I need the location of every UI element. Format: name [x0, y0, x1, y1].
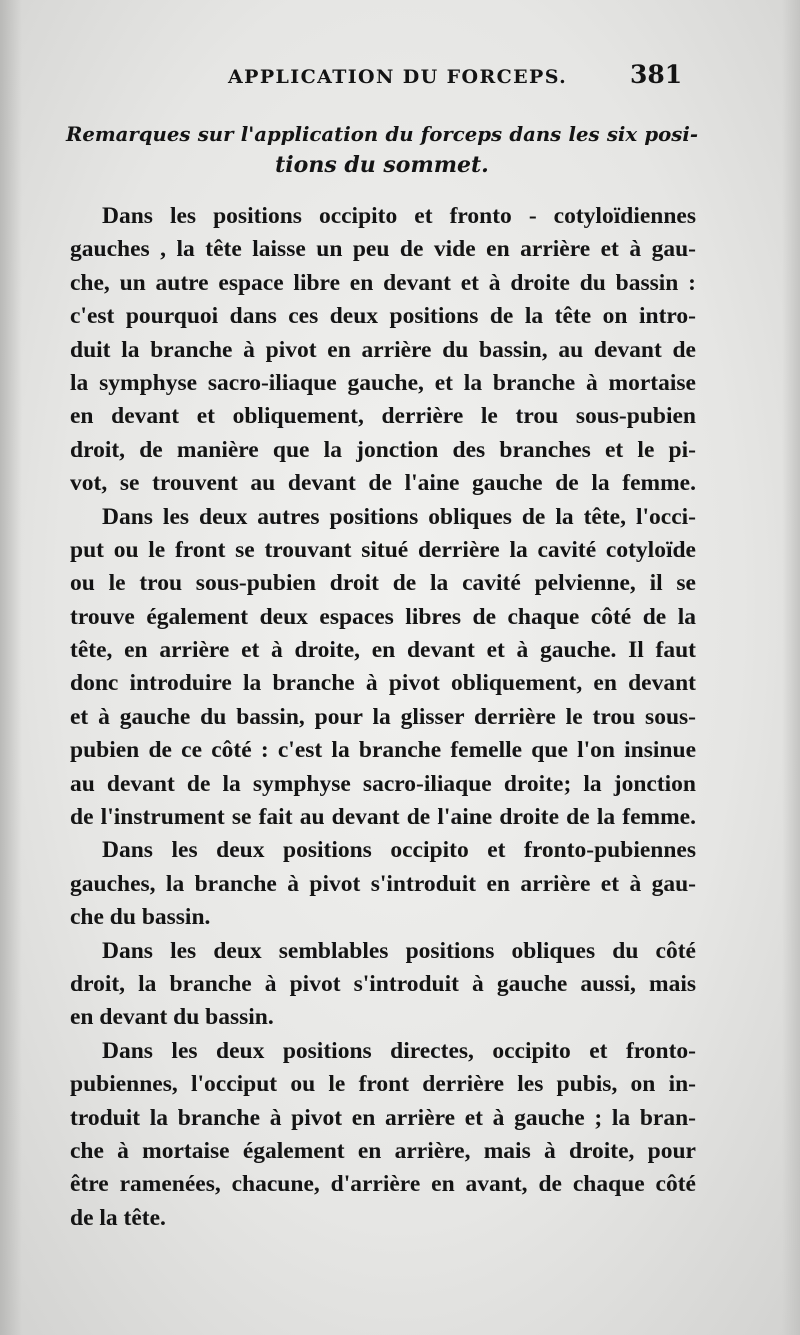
text-line: en devant du bassin. [70, 1004, 274, 1031]
text-line: Dans les positions occipito et fronto - cotyloïdiennes [102, 203, 696, 229]
text-line: droit, de manière que la jonction des branches et le pi- [70, 436, 696, 463]
text-line: et à gauche du bassin, pour la glisser derrière le trou sous- [70, 703, 696, 730]
text-line: che à mortaise également en arrière, mais à droite, pour [70, 1137, 696, 1164]
text-line: de l'instrument se fait au devant de l'aine droite de la femme. [70, 804, 696, 831]
text-line: la symphyse sacro-iliaque gauche, et la branche à mortaise [70, 369, 696, 396]
text-line: en devant et obliquement, derrière le trou sous-pubien [70, 403, 696, 430]
paragraph [70, 834, 696, 934]
text-line: c'est pourquoi dans ces deux positions de la tête on intro- [70, 303, 696, 330]
section-heading-line: tions du sommet. [275, 152, 489, 178]
text-line: che du bassin. [70, 904, 211, 931]
running-title: APPLICATION DU FORCEPS. [228, 66, 568, 88]
paragraph [70, 200, 696, 501]
text-line: Dans les deux positions occipito et fronto-pubiennes [102, 837, 696, 864]
paragraph [70, 1035, 696, 1235]
text-line: droit, la branche à pivot s'introduit à gauche aussi, mais [70, 970, 696, 997]
text-line: Dans les deux autres positions obliques de la tête, l'occi- [102, 503, 696, 530]
text-line: ou le trou sous-pubien droit de la cavité pelvienne, il se [70, 570, 696, 597]
paragraph [70, 501, 696, 835]
section-heading [66, 120, 698, 180]
text-line: pubiennes, l'occiput ou le front derrière les pubis, on in- [70, 1071, 696, 1098]
text-line: de la tête. [70, 1204, 166, 1231]
page-number: 381 [630, 60, 683, 89]
text-line: au devant de la symphyse sacro-iliaque droite; la jonction [70, 770, 696, 797]
text-line: troduit la branche à pivot en arrière et à gauche ; la bran- [70, 1104, 696, 1131]
running-head [0, 60, 800, 96]
paragraph [70, 935, 696, 1035]
text-line: che, un autre espace libre en devant et à droite du bassin : [70, 269, 696, 296]
text-line: gauches , la tête laisse un peu de vide en arrière et à gau- [70, 236, 696, 263]
text-line: duit la branche à pivot en arrière du bassin, au devant de [70, 336, 696, 363]
text-line: trouve également deux espaces libres de chaque côté de la [70, 603, 696, 630]
body-text [70, 200, 696, 1235]
text-line: Dans les deux semblables positions obliques du côté [102, 937, 696, 964]
section-heading-line: Remarques sur l'application du forceps dans les six posi- [66, 123, 698, 146]
text-line: gauches, la branche à pivot s'introduit en arrière et à gau- [70, 870, 696, 897]
text-line: vot, se trouvent au devant de l'aine gauche de la femme. [70, 470, 696, 497]
text-line: put ou le front se trouvant situé derrière la cavité cotyloïde [70, 536, 696, 563]
text-line: donc introduire la branche à pivot obliquement, en devant [70, 670, 696, 697]
text-line: être ramenées, chacune, d'arrière en avant, de chaque côté [70, 1171, 696, 1198]
text-line: Dans les deux positions directes, occipito et fronto- [102, 1037, 696, 1064]
text-line: pubien de ce côté : c'est la branche femelle que l'on insinue [70, 737, 696, 764]
text-line: tête, en arrière et à droite, en devant et à gauche. Il faut [70, 637, 696, 664]
